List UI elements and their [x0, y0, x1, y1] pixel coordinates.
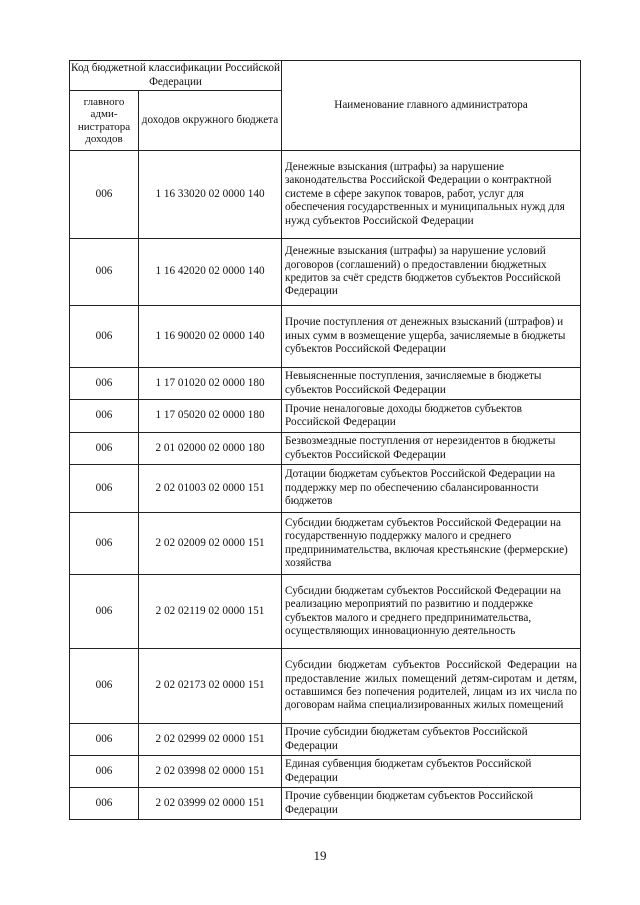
administrator-name-cell: Прочие поступления от денежных взысканий (штрафов) и иных сумм в возмещение ущерба, зачисляемые в бюджеты субъектов Российской Федерации — [282, 306, 581, 368]
administrator-name-cell: Невыясненные поступления, зачисляемые в бюджеты субъектов Российской Федерации — [282, 368, 581, 400]
admin-code-cell: 006 — [70, 368, 139, 400]
header-group-title: Код бюджетной классификации Российской Федерации — [70, 61, 282, 91]
table-row — [70, 575, 581, 649]
admin-code-cell: 006 — [70, 465, 139, 513]
header-col-code: доходов окружного бюджета — [139, 91, 282, 151]
income-code-cell: 2 02 01003 02 0000 151 — [139, 465, 282, 513]
admin-code-cell: 006 — [70, 513, 139, 575]
header-col-name: Наименование главного администратора — [282, 61, 581, 151]
administrator-name-cell: Прочие субсидии бюджетам субъектов Российской Федерации — [282, 724, 581, 756]
header-col-admin: главного адми-нистратора доходов — [70, 91, 139, 151]
table-row — [70, 368, 581, 400]
admin-code-cell: 006 — [70, 239, 139, 306]
table-row — [70, 306, 581, 368]
admin-code-cell: 006 — [70, 756, 139, 788]
table-row — [70, 756, 581, 788]
income-code-cell: 2 02 03999 02 0000 151 — [139, 788, 282, 820]
income-code-cell: 2 02 02119 02 0000 151 — [139, 575, 282, 649]
administrator-name-cell: Дотации бюджетам субъектов Российской Федерации на поддержку мер по обеспечению сбалансированности бюджетов — [282, 465, 581, 513]
income-code-cell: 2 02 02173 02 0000 151 — [139, 649, 282, 724]
table-row — [70, 400, 581, 433]
administrator-name-cell: Субсидии бюджетам субъектов Российской Федерации на государственную поддержку малого и среднего предпринимательства, включая крестьянские (фермерские) хозяйства — [282, 513, 581, 575]
income-code-cell: 2 02 03998 02 0000 151 — [139, 756, 282, 788]
income-code-cell: 1 17 01020 02 0000 180 — [139, 368, 282, 400]
table-row — [70, 649, 581, 724]
header-row-group — [70, 61, 581, 91]
administrator-name-cell: Денежные взыскания (штрафы) за нарушение законодательства Российской Федерации о контрактной системе в сфере закупок товаров, работ, услуг для обеспечения государственных и муниципальных нужд для нужд субъектов Российской Федерации — [282, 151, 581, 239]
table-row — [70, 151, 581, 239]
administrator-name-cell: Безвозмездные поступления от нерезидентов в бюджеты субъектов Российской Федерации — [282, 433, 581, 465]
admin-code-cell: 006 — [70, 649, 139, 724]
administrator-name-cell: Прочие неналоговые доходы бюджетов субъектов Российской Федерации — [282, 400, 581, 433]
administrator-name-cell: Денежные взыскания (штрафы) за нарушение условий договоров (соглашений) о предоставлении бюджетных кредитов за счёт средств бюджетов субъектов Российской Федерации — [282, 239, 581, 306]
budget-classification-table — [69, 60, 581, 820]
table-row — [70, 724, 581, 756]
admin-code-cell: 006 — [70, 433, 139, 465]
administrator-name-cell: Прочие субвенции бюджетам субъектов Российской Федерации — [282, 788, 581, 820]
admin-code-cell: 006 — [70, 151, 139, 239]
admin-code-cell: 006 — [70, 788, 139, 820]
income-code-cell: 2 01 02000 02 0000 180 — [139, 433, 282, 465]
table-row — [70, 788, 581, 820]
income-code-cell: 2 02 02999 02 0000 151 — [139, 724, 282, 756]
income-code-cell: 1 16 42020 02 0000 140 — [139, 239, 282, 306]
admin-code-cell: 006 — [70, 575, 139, 649]
table-row — [70, 465, 581, 513]
table-row — [70, 239, 581, 306]
income-code-cell: 1 16 33020 02 0000 140 — [139, 151, 282, 239]
admin-code-cell: 006 — [70, 306, 139, 368]
administrator-name-cell: Субсидии бюджетам субъектов Российской Федерации на реализацию мероприятий по развитию и поддержке субъектов малого и среднего предпринимательства, осуществляющих инновационную деятельность — [282, 575, 581, 649]
income-code-cell: 1 17 05020 02 0000 180 — [139, 400, 282, 433]
table-row — [70, 513, 581, 575]
income-code-cell: 1 16 90020 02 0000 140 — [139, 306, 282, 368]
page-number: 19 — [313, 848, 327, 863]
income-code-cell: 2 02 02009 02 0000 151 — [139, 513, 282, 575]
admin-code-cell: 006 — [70, 400, 139, 433]
admin-code-cell: 006 — [70, 724, 139, 756]
administrator-name-cell: Единая субвенция бюджетам субъектов Российской Федерации — [282, 756, 581, 788]
administrator-name-cell: Субсидии бюджетам субъектов Российской Федерации на предоставление жилых помещений детям-сиротам и детям, оставшимся без попечения родителей, лицам из их числа по договорам найма специализированных жилых помещений — [282, 649, 581, 724]
table-row — [70, 433, 581, 465]
